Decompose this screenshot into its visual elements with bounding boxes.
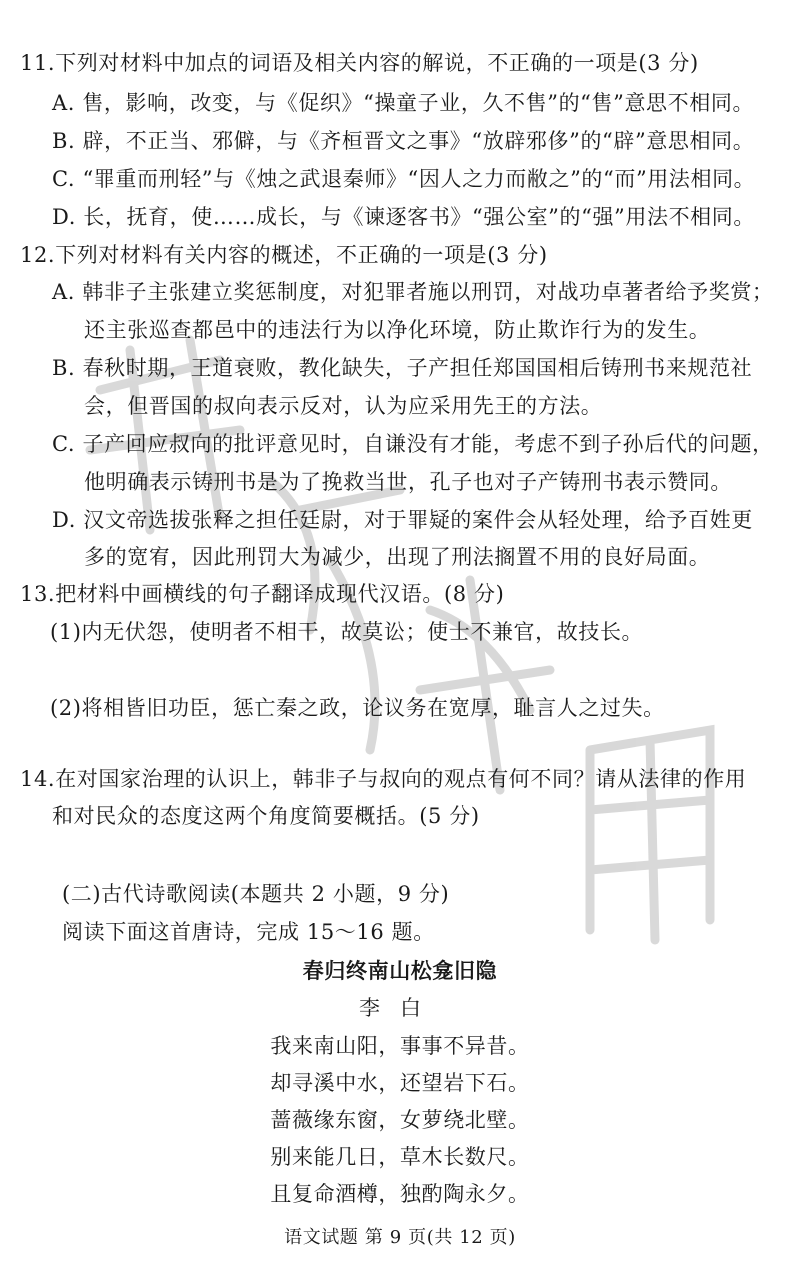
q12-option-a-cont: 还主张巡查都邑中的违法行为以净化环境，防止欺诈行为的发生。: [84, 318, 711, 342]
q11-stem: 11.下列对材料中加点的词语及相关内容的解说，不正确的一项是(3 分): [20, 51, 699, 75]
poem-author: 李白: [359, 996, 441, 1020]
poem-line-2: 却寻溪中水，还望岩下石。: [270, 1071, 530, 1095]
poem-line-3: 蔷薇缘东窗，女萝绕北壁。: [270, 1108, 530, 1132]
q12-option-d: D. 汉文帝选拔张释之担任廷尉，对于罪疑的案件会从轻处理，给予百姓更: [52, 508, 753, 532]
q11-option-a: A. 售，影响，改变，与《促织》“操童子业，久不售”的“售”意思不相同。: [52, 91, 755, 115]
q12-option-b-cont: 会，但晋国的叔向表示反对，认为应采用先王的方法。: [84, 394, 603, 418]
q12-option-a: A. 韩非子主张建立奖惩制度，对犯罪者施以刑罚，对战功卓著者给予奖赏；: [52, 280, 774, 304]
poem-line-5: 且复命酒樽，独酌陶永夕。: [270, 1182, 530, 1206]
q12-option-b: B. 春秋时期，王道衰败，教化缺失，子产担任郑国国相后铸刑书来规范社: [52, 356, 753, 380]
q13-item-1: (1)内无伏怨，使明者不相干，故莫讼；使士不兼官，故技长。: [50, 620, 644, 644]
q14-line-1: 14.在对国家治理的认识上，韩非子与叔向的观点有何不同？请从法律的作用: [20, 767, 747, 791]
q11-option-c: C. “罪重而刑轻”与《烛之武退秦师》“因人之力而敝之”的“而”用法相同。: [52, 167, 756, 191]
section-heading: (二)古代诗歌阅读(本题共 2 小题，9 分): [62, 882, 450, 906]
q12-stem: 12.下列对材料有关内容的概述，不正确的一项是(3 分): [20, 243, 548, 267]
q13-item-2: (2)将相皆旧功臣，惩亡秦之政，论议务在宽厚，耻言人之过失。: [50, 696, 665, 720]
poem-line-1: 我来南山阳，事事不异昔。: [270, 1034, 530, 1058]
q12-option-d-cont: 多的宽宥，因此刑罚大为减少，出现了刑法搁置不用的良好局面。: [84, 545, 711, 569]
q11-option-d: D. 长，抚育，使……成长，与《谏逐客书》“强公室”的“强”用法不相同。: [52, 205, 755, 229]
poem-line-4: 别来能几日，草木长数尺。: [270, 1145, 530, 1169]
q13-stem: 13.把材料中画横线的句子翻译成现代汉语。(8 分): [20, 582, 505, 606]
q12-option-c: C. 子产回应叔向的批评意见时，自谦没有才能，考虑不到子孙后代的问题，: [52, 432, 774, 456]
section-instruction: 阅读下面这首唐诗，完成 15～16 题。: [62, 920, 435, 944]
q11-option-b: B. 辟，不正当、邪僻，与《齐桓晋文之事》“放辟邪侈”的“辟”意思相同。: [52, 129, 755, 153]
q14-line-2: 和对民众的态度这两个角度简要概括。(5 分): [52, 804, 480, 828]
page-footer: 语文试题 第 9 页(共 12 页): [284, 1227, 516, 1248]
poem-title: 春归终南山松龛旧隐: [302, 959, 498, 983]
q12-option-c-cont: 他明确表示铸刑书是为了挽救当世，孔子也对子产铸刑书表示赞同。: [84, 470, 732, 494]
